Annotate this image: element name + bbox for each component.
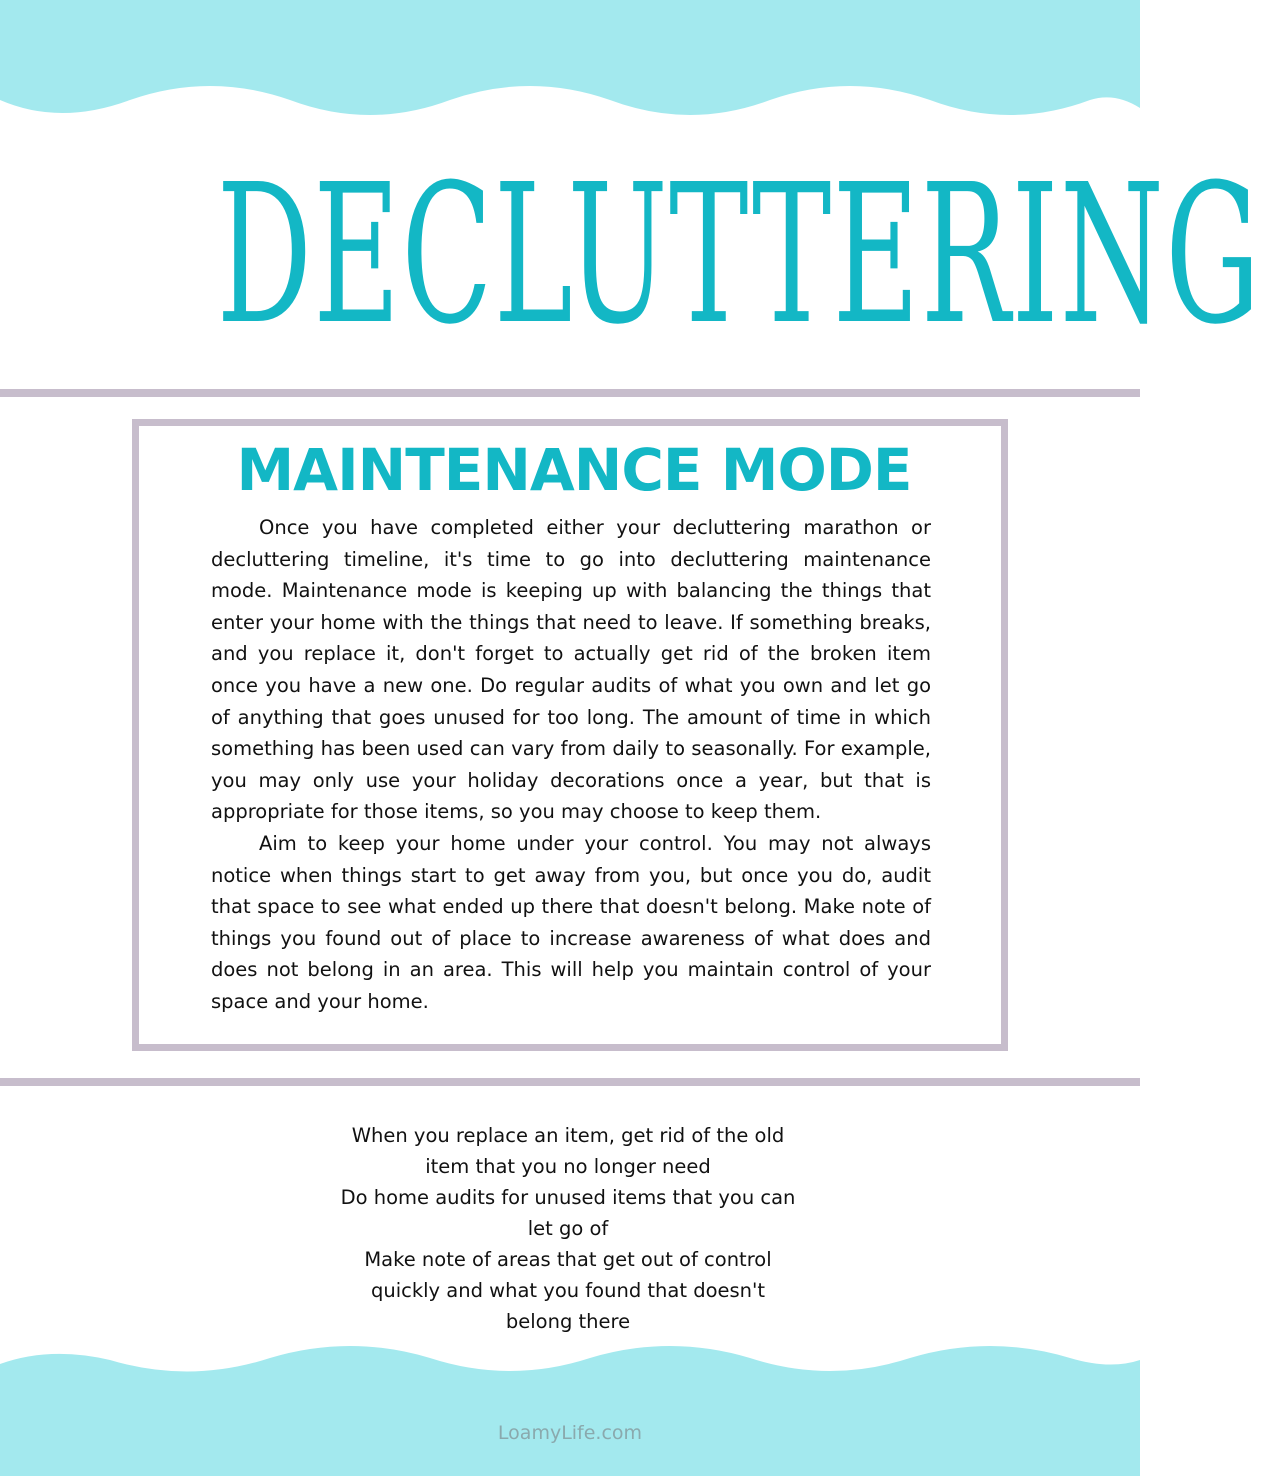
bottom-wave-decoration — [0, 1340, 1140, 1476]
section-body — [211, 512, 931, 1018]
bottom-wave-shape — [0, 1346, 1140, 1476]
body-paragraph-1: Once you have completed either your decluttering marathon or decluttering timeline, it's time to go into decluttering maintenance mode. Maintenance mode is keeping up with balancing the things that enter your home with the things that need to leave. If something breaks, and you replace it, don't forget to actually get rid of the broken item once you have a new one. Do regular audits of what you own and let go of anything that goes unused for too long. The amount of time in which something has been used can vary from daily to seasonally. For example, you may only use your holiday decorations once a year, but that is appropriate for those items, so you may choose to keep them. — [211, 516, 931, 824]
maintenance-mode-panel — [132, 419, 1008, 1051]
top-wave-decoration — [0, 0, 1140, 130]
top-wave-shape — [0, 0, 1140, 115]
body-paragraph-2: Aim to keep your home under your control. You may not always notice when things start to get away from you, but once you do, audit that space to see what ended up there that doesn't belong. Make note of things you found out of place to increase awareness of what does and does not belong in an area. This will help you maintain control of your space and your home. — [211, 831, 931, 1013]
footer-site-link[interactable]: LoamyLife.com — [497, 1422, 643, 1444]
section-title: MAINTENANCE MODE — [236, 436, 912, 504]
summary-item-audit: Do home audits for unused items that you can let go of — [340, 1186, 796, 1240]
top-divider — [0, 389, 1140, 397]
summary-list — [340, 1120, 796, 1337]
bottom-divider — [0, 1078, 1140, 1086]
summary-item-note: Make note of areas that get out of control quickly and what you found that doesn't belong there — [364, 1248, 772, 1333]
summary-item-replace: When you replace an item, get rid of the old item that you no longer need — [351, 1124, 785, 1178]
page-title: DECLUTTERING — [216, 144, 1262, 367]
